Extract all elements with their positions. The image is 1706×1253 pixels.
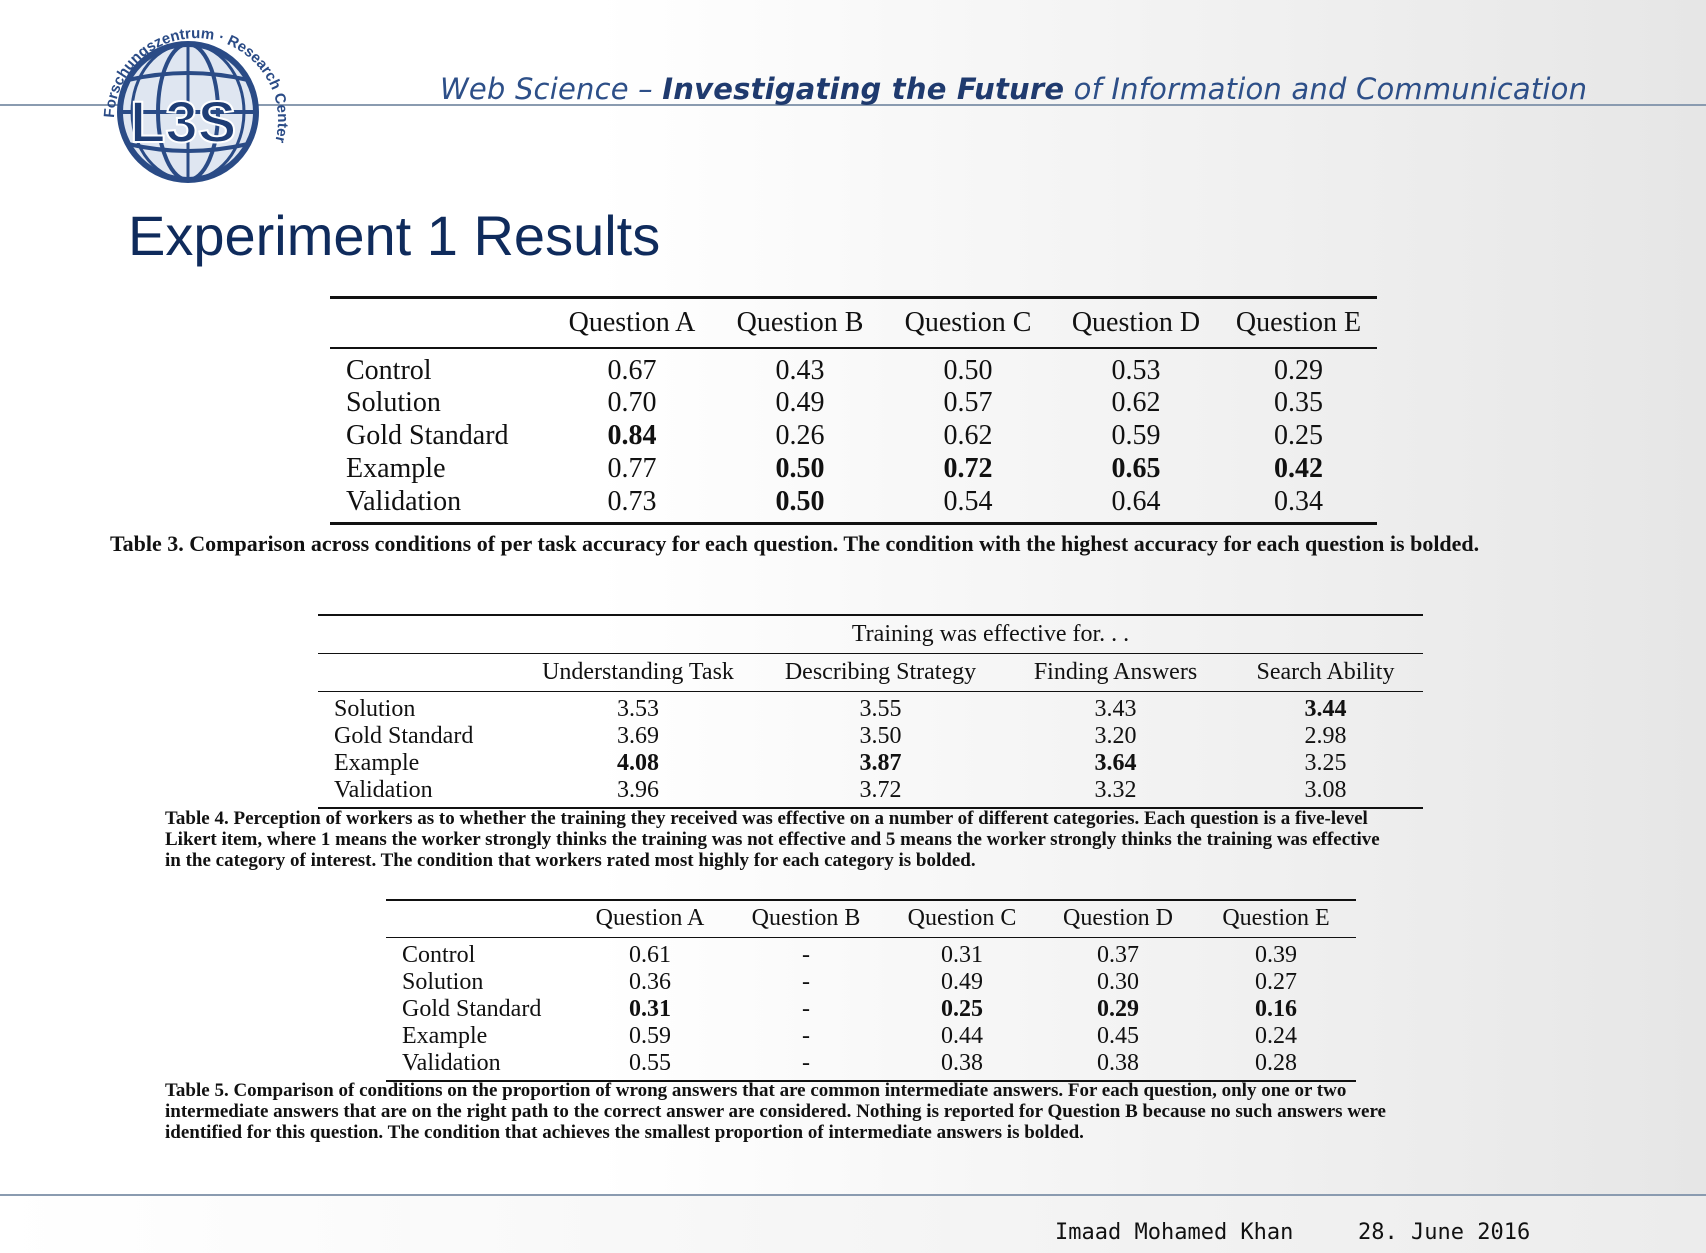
l3s-logo xyxy=(92,8,292,203)
column-header xyxy=(318,653,518,691)
table-cell-best: 0.72 xyxy=(943,453,993,484)
row-label: Validation xyxy=(346,485,462,517)
table-cell: 0.77 xyxy=(607,453,657,484)
table-cell: 3.50 xyxy=(859,722,902,749)
group-header-row xyxy=(318,615,1423,653)
table-cell: 0.62 xyxy=(943,420,993,451)
table-cell: 0.54 xyxy=(943,485,993,517)
table-cell: 0.29 xyxy=(1274,354,1323,386)
table-cell: 0.27 xyxy=(1255,968,1297,995)
table-cell: 0.50 xyxy=(943,354,993,386)
table-cell: 0.35 xyxy=(1274,387,1323,418)
footer-date: 28. June 2016 xyxy=(1358,1220,1531,1245)
group-header: Training was effective for. . . xyxy=(851,620,1130,647)
table-row xyxy=(386,937,1356,969)
table-cell: 3.72 xyxy=(859,776,902,803)
column-header: Understanding Task xyxy=(542,658,734,685)
tagline-part2: Investigating the Future xyxy=(662,72,1065,106)
column-header: Question E xyxy=(1235,306,1362,338)
column-header: Question E xyxy=(1222,905,1330,932)
column-header: Question A xyxy=(595,905,705,932)
column-header: Question D xyxy=(1071,306,1201,338)
row-label: Gold Standard xyxy=(334,722,474,749)
column-header: Describing Strategy xyxy=(784,658,977,685)
page-title: Experiment 1 Results xyxy=(128,204,661,267)
column-header xyxy=(386,900,572,937)
column-header: Finding Answers xyxy=(1033,658,1198,685)
row-label: Gold Standard xyxy=(346,420,509,451)
footer-rule xyxy=(0,1194,1706,1196)
tagline-part3: of Information and Communication xyxy=(1064,72,1588,106)
table-cell: 3.32 xyxy=(1094,776,1137,803)
row-label: Solution xyxy=(402,968,484,995)
table-cell: 0.49 xyxy=(775,387,825,418)
table-4-caption xyxy=(165,808,1380,871)
table-cell-best: 0.50 xyxy=(775,485,825,517)
table-row xyxy=(386,969,1356,996)
table-cell: - xyxy=(802,1022,810,1049)
table-cell-best: 0.50 xyxy=(775,453,825,484)
table-cell: 0.49 xyxy=(941,968,983,995)
row-label: Example xyxy=(346,453,446,484)
table-cell: 0.57 xyxy=(943,387,993,418)
row-label: Validation xyxy=(402,1049,501,1076)
row-label: Validation xyxy=(334,776,433,803)
caption-line: Likert item, where 1 means the worker strongly thinks the training was not effective and 5 means the worker strongly thinks the training was effective xyxy=(165,829,1380,850)
group-header-spacer xyxy=(318,615,518,653)
column-header: Question B xyxy=(736,306,864,338)
footer-author: Imaad Mohamed Khan xyxy=(1055,1220,1294,1245)
table-cell: 0.53 xyxy=(1111,354,1161,386)
table-cell: 3.43 xyxy=(1094,695,1137,722)
table-cell: 0.55 xyxy=(629,1049,671,1076)
row-label: Control xyxy=(346,354,432,386)
tagline-part1: Web Science – xyxy=(440,72,663,106)
table-body xyxy=(330,348,1377,524)
table-cell: 0.59 xyxy=(629,1022,671,1049)
table-4 xyxy=(318,614,1423,809)
table-row xyxy=(330,420,1377,453)
table-cell: 0.28 xyxy=(1255,1049,1297,1076)
table-cell: - xyxy=(802,968,810,995)
table-cell-best: 0.42 xyxy=(1274,453,1323,484)
table-cell: 0.70 xyxy=(607,387,657,418)
column-header: Question C xyxy=(907,905,1017,932)
table-cell: 3.08 xyxy=(1304,776,1347,803)
table-cell: 3.55 xyxy=(859,695,902,722)
table-cell: 0.62 xyxy=(1111,387,1161,418)
row-label: Example xyxy=(334,749,420,776)
table-cell: 0.61 xyxy=(629,941,671,968)
table-body xyxy=(318,691,1423,808)
table-5-caption xyxy=(165,1080,1386,1143)
table-cell: 0.64 xyxy=(1111,485,1161,517)
table-row xyxy=(330,453,1377,486)
column-header: Question D xyxy=(1063,905,1173,932)
row-label: Control xyxy=(402,941,476,968)
table-cell: 3.96 xyxy=(617,776,659,803)
table-cell: - xyxy=(802,995,810,1022)
table-cell: - xyxy=(802,1049,810,1076)
table-cell: 0.39 xyxy=(1255,941,1297,968)
table-3-caption: Table 3. Comparison across conditions of per task accuracy for each question. The condition with the highest accuracy for each question is bolded. xyxy=(110,531,1480,556)
table-row xyxy=(330,387,1377,420)
caption-line: Table 4. Perception of workers as to whether the training they received was effective on a number of different categories. Each question is a five-level xyxy=(165,808,1368,829)
table-row xyxy=(386,1023,1356,1050)
table-cell-best: 0.29 xyxy=(1097,995,1139,1022)
table-cell: 0.36 xyxy=(629,968,671,995)
table-cell-best: 0.31 xyxy=(629,995,671,1022)
caption-line: intermediate answers that are on the right path to the correct answer are considered. Nothing is reported for Question B because no such answers were xyxy=(165,1101,1386,1122)
logo-ring-text: Forschungszentrum · Research Center xyxy=(100,25,292,145)
table-cell: 0.43 xyxy=(775,354,825,386)
table-cell: - xyxy=(802,941,810,968)
table-row xyxy=(330,348,1377,387)
table-header-row xyxy=(330,298,1377,348)
table-cell: 0.37 xyxy=(1097,941,1139,968)
table-row xyxy=(318,691,1423,723)
table-cell-best: 3.64 xyxy=(1094,749,1137,776)
table-cell: 3.20 xyxy=(1094,722,1137,749)
table-row xyxy=(318,777,1423,808)
table-cell: 0.45 xyxy=(1097,1022,1139,1049)
table-header-row xyxy=(386,900,1356,937)
column-header: Question B xyxy=(751,905,861,932)
table-cell: 0.38 xyxy=(941,1049,983,1076)
table-cell-best: 0.25 xyxy=(941,995,983,1022)
caption-line: in the category of interest. The condition that workers rated most highly for each category is bolded. xyxy=(165,850,976,871)
table-cell: 2.98 xyxy=(1304,722,1347,749)
table-cell: 0.26 xyxy=(775,420,825,451)
table-cell: 0.67 xyxy=(607,354,657,386)
tagline xyxy=(440,72,1587,106)
table-cell-best: 0.16 xyxy=(1255,995,1297,1022)
table-cell-best: 4.08 xyxy=(617,749,659,776)
row-label: Gold Standard xyxy=(402,995,542,1022)
column-header: Question A xyxy=(568,306,696,338)
caption-line: identified for this question. The condition that achieves the smallest proportion of intermediate answers is bolded. xyxy=(165,1122,1084,1143)
column-header: Search Ability xyxy=(1256,658,1395,685)
table-cell-best: 0.84 xyxy=(607,420,657,451)
table-cell-best: 3.87 xyxy=(859,749,902,776)
column-header: Question C xyxy=(904,306,1032,338)
table-cell: 0.34 xyxy=(1274,485,1323,517)
row-label: Solution xyxy=(334,695,416,722)
globe-logo-icon xyxy=(92,8,292,203)
table-cell: 0.24 xyxy=(1255,1022,1297,1049)
logo-mark: L3S xyxy=(130,90,237,155)
table-cell: 0.59 xyxy=(1111,420,1161,451)
column-header xyxy=(330,298,548,348)
table-header-row xyxy=(318,653,1423,691)
table-cell: 0.25 xyxy=(1274,420,1323,451)
table-row xyxy=(386,996,1356,1023)
table-row xyxy=(318,723,1423,750)
table-cell: 3.25 xyxy=(1304,749,1347,776)
table-5 xyxy=(386,899,1356,1082)
table-cell: 0.30 xyxy=(1097,968,1139,995)
table-cell: 0.73 xyxy=(607,485,657,517)
row-label: Example xyxy=(402,1022,488,1049)
table-body xyxy=(386,937,1356,1081)
table-cell: 0.44 xyxy=(941,1022,983,1049)
table-cell: 0.38 xyxy=(1097,1049,1139,1076)
table-row xyxy=(330,486,1377,524)
row-label: Solution xyxy=(346,387,441,418)
table-row xyxy=(318,750,1423,777)
table-3 xyxy=(330,296,1377,525)
table-cell: 3.69 xyxy=(617,722,659,749)
table-row xyxy=(386,1050,1356,1081)
table-cell: 3.53 xyxy=(617,695,659,722)
table-cell-best: 0.65 xyxy=(1111,453,1161,484)
table-cell: 0.31 xyxy=(941,941,983,968)
caption-line: Table 5. Comparison of conditions on the proportion of wrong answers that are common intermediate answers. For each question, only one or two xyxy=(165,1080,1347,1101)
table-cell-best: 3.44 xyxy=(1304,695,1347,722)
